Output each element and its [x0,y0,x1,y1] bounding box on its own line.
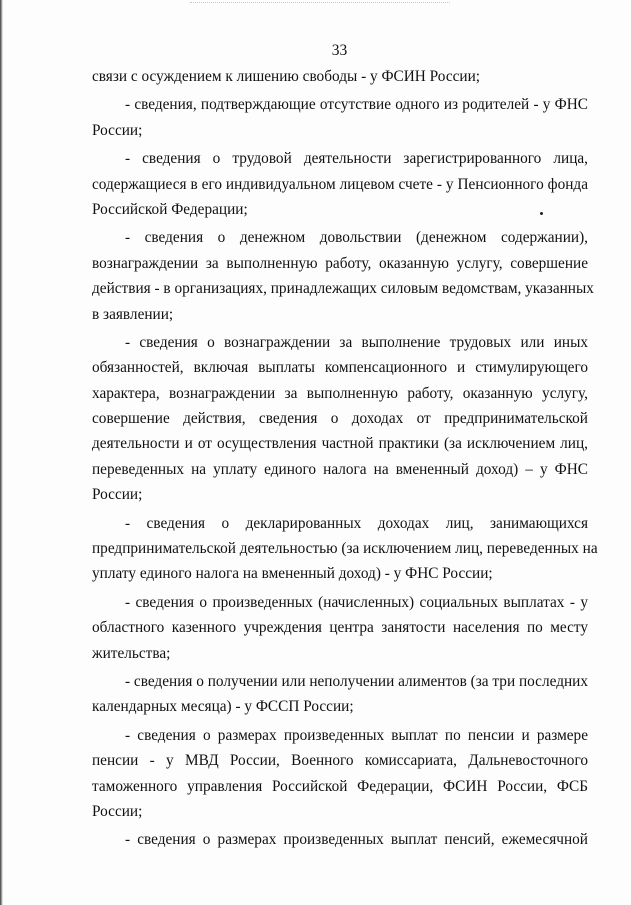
text-line: областного казенного учреждения центра занятости населения по месту [92,619,588,637]
text-line: России; [92,121,143,139]
text-line: содержащиеся в его индивидуальном лицевом счете - у Пенсионного фонда [92,175,588,193]
text-line: деятельности и от осуществления частной практики (за исключением лиц, [92,435,588,453]
text-line: связи с осуждением к лишению свободы - у ФСИН России; [92,68,481,85]
page-number: 33 [331,42,348,59]
text-line: действия - в организациях, принадлежащих силовым ведомствам, указанных [92,280,594,298]
text-line: - сведения о декларированных доходах лиц, занимающихся [125,514,588,532]
text-line: - сведения о получении или неполучении алиментов (за три последних [125,672,588,690]
text-line: переведенных на уплату единого налога на вмененный доход) – у ФНС [92,460,588,478]
text-line: - сведения о размерах произведенных выплат по пенсии и размере [125,726,588,744]
scan-edge-shadow [0,0,3,905]
document-body [92,64,598,853]
text-line: - сведения о произведенных (начисленных) социальных выплатах - у [125,593,588,611]
text-line: жительства; [92,644,171,662]
text-line: календарных месяца) - у ФССП России; [92,698,354,716]
text-line: обязанностей, включая выплаты компенсационного и стимулирующего [92,359,588,377]
text-line: - сведения о трудовой деятельности зарегистрированного лица, [125,150,588,168]
text-line: - сведения, подтверждающие отсутствие одного из родителей - у ФНС [125,96,588,114]
text-line: совершение действия, сведения о доходах от предпринимательской [92,410,588,428]
text-line: предпринимательской деятельностью (за исключением лиц, переведенных на [92,540,598,558]
text-line: уплату единого налога на вмененный доход) - у ФНС России; [92,565,493,583]
text-line: - сведения о денежном довольствии (денежном содержании), [125,229,588,247]
text-line: характера, вознаграждении за выполненную работу, оказанную услугу, [92,384,588,402]
text-line: России; [92,802,143,820]
scan-artifact [190,2,450,7]
text-line: в заявлении; [92,305,174,323]
text-line: пенсии - у МВД России, Военного комиссариата, Дальневосточного [92,752,588,770]
text-line: - сведения о размерах произведенных выплат пенсий, ежемесячной [125,831,588,849]
text-line: Российской Федерации; [92,200,248,218]
scan-speck [540,212,543,215]
text-line: России; [92,486,143,504]
text-line: - сведения о вознаграждении за выполнение трудовых или иных [125,333,588,351]
text-line: таможенного управления Российской Федерации, ФСИН России, ФСБ [92,777,588,795]
text-line: вознаграждении за выполненную работу, оказанную услугу, совершение [92,254,588,272]
